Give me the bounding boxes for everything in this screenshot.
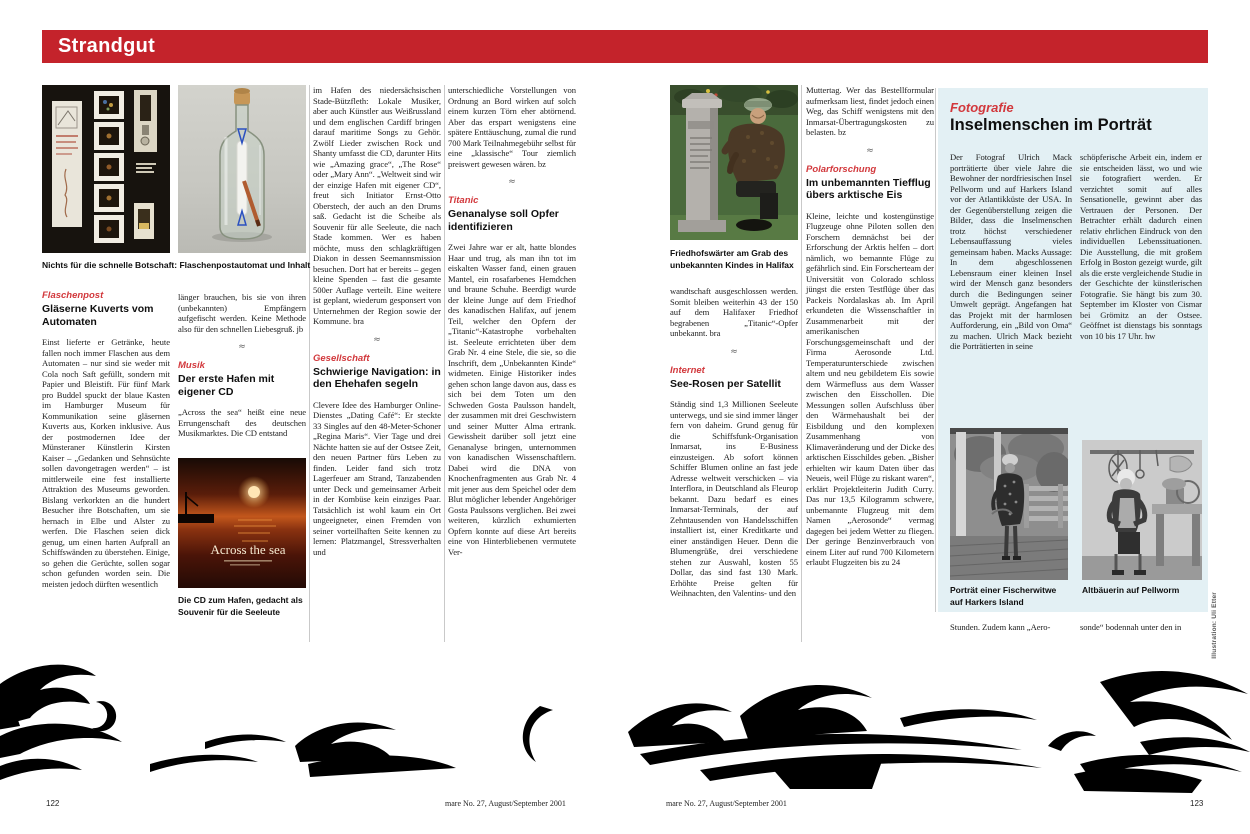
- cd-caption: Die CD zum Hafen, gedacht als Souvenir für die Seeleute: [178, 595, 303, 617]
- headline-musik: Der erste Hafen mit eigener CD: [178, 373, 275, 398]
- fischerwitwe-photo: [950, 428, 1068, 580]
- halifax-caption: Friedhofswärter am Grab des unbekannten Kindes in Halifax: [670, 248, 794, 270]
- headline-titanic: Genanalyse soll Opfer identifizieren: [448, 208, 559, 233]
- body-internet: Ständig sind 1,3 Millionen Seeleute unterwegs, und sie sind immer länger fern von daheim. Grund genug für die Schiffsfunk-Organisation Inmarsat, ins E-Business einzusteigen. Ab sofort können Schiffer Blumen online an fast jede Adresse weltweit verschicken – via Interflora, in Deutschland als Fleurop bekannt. Dazu bedarf es eines Inmarsat-Terminals, der auf Zehntausenden von Handelsschiffen installiert ist, einer Kreditkarte und einer anständigen Heuer. Denn die Blumengrüße, drei verschiedene stehen zur Auswahl, kosten 55 Dollar, das sind fast 130 Mark. Erhöhte Preise gelten für Weihnachten, den Valentins- und den: [670, 399, 798, 598]
- flaschenpost-bottle-photo: [178, 85, 306, 253]
- kicker-flaschenpost: Flaschenpost: [42, 290, 104, 301]
- kicker-titanic: Titanic: [448, 195, 479, 206]
- cd-cover-photo: [178, 458, 306, 588]
- column-4: [448, 85, 576, 557]
- bottle-illustration: [178, 85, 306, 253]
- issue-line-right: mare No. 27, August/September 2001: [666, 799, 787, 808]
- cd-title-text: Across the sea: [210, 542, 286, 557]
- article-flaschenpost: [42, 290, 170, 589]
- halifax-grave-photo: [670, 85, 798, 240]
- page-number-left: 122: [46, 799, 60, 808]
- kicker-polarforschung: Polarforschung: [806, 163, 877, 175]
- fischerwitwe-illustration: [950, 428, 1068, 580]
- body-polarforschung: Kleine, leichte und kostengünstige Flugzeuge ohne Piloten sollen den Forschern demnächst bei der Erforschung der Arktis helfen – dort nämlich, wo bemannte Flüge zu gefährlich sind. Ein Forscherteam der Universität von Colorado schloss jüngst die ersten Testflüge über das Packeis Nordalaskas ab. Im April erkundeten die Wissenschaftler in Zusammenarbeit mit der amerikanischen Forschungsgemeinschaft und der Firma Aerosonde Ltd. Temperaturunterschiede zwischen altem und neu gebildetem Eis sowie dem Wärmefluss aus dem Wasser zwischen den Eisschollen. Die Messungen sollen Aufschluss über den Wärmehaushalt bei der Eisbildung und den komplexen Zusammenhang von Klimaveränderung und der Dicke des arktischen Eisschildes geben. „Bisher erhielten wir kaum Daten über das Neueis, weil Flüge zu riskant waren“, erklärt Projektleiterin Judith Curry. Das nur 13,5 Kilogramm schwere, unbemannte Flugzeug mit dem Namen „Aerosonde“ vermag dagegen bei jedem Wetter zu fliegen. Der geringe Benzinverbrauch von einem Liter auf rund 700 Kilometern erlaubt Flugzeiten bis zu 24: [806, 210, 934, 567]
- fotografie-feature-box: [938, 88, 1208, 612]
- ornament-divider: ≈: [508, 177, 516, 187]
- body-polar-cont-left: Stunden. Zudem kann „Aero-: [950, 622, 1051, 632]
- ornament-divider: ≈: [238, 342, 246, 352]
- body-fotografie-left: Der Fotograf Ulrich Mack porträtierte über viele Jahre die Bewohner der nordfriesischen Insel Pellworm und auf Harkers Island vor der Atlantikküste der USA. In der Gegenüberstellung zeigen die Bilder, dass die Inselmenschen trotz höchst verschiedener Lebensauffassung vieles gemeinsam haben. Macks Aussage: In dem abgeschlossenen Lebensraum einer kleinen Insel wird der Mensch ganz besonders durch die Bedingungen seiner Umwelt geprägt. Angefangen hat das Projekt mit der harmlosen Aufforderung, ein „Bild von Oma“ zu machen. Ulrich Mack bezieht die Porträtierten in seine: [950, 152, 1072, 351]
- body-gesellschaft-cont: unterschiedliche Vorstellungen von Ordnung an Bord wirken auf solch einem kurzen Törn eher abtörnend. Aber das erspart wenigstens eine spätere Enttäuschung, zumal die rund 700 Mark Teilnahmegebühr selbst für eine „klassische“ Tour ziemlich preiswert gewesen wären. bz: [448, 85, 576, 169]
- body-musik-cont: im Hafen des niedersächsischen Stade-Bützfleth: Lokale Musiker, aber auch Künstler aus Weißrussland und dem englischen Cardiff bringen darauf maritime Songs zu Gehör. Zwölf Lieder zwischen Rock und Shanty umfasst die CD, darunter Hits wie „Amazing grace“, „The Rose“ oder „Mary Ann“. „Weltweit sind wir der einzige Hafen mit eigener CD“, freut sich Initiator Ernst-Otto Oberstech, der auch an den Drums saß. Gedacht ist die Scheibe als Souvenir für alle Seeleute, die nach Stade kommen. Wer es haben möchte, muss den schlagkräftigen Diakon in dessen Seemannsmission besuchen. Dort hat er bereits – gegen kleine Spenden – fast die gesamte 500er Auflage verteilt. Eine weitere ist geplant, wiederum gesponsert von Unternehmen der Region sowie der Kommune. bra: [313, 85, 441, 326]
- altbaeuerin-illustration: [1082, 440, 1202, 580]
- altbaeuerin-photo: [1082, 440, 1202, 580]
- body-musik: „Across the sea“ heißt eine neue Errungenschaft des deutschen Musikmarktes. Die CD entstand: [178, 407, 306, 438]
- ornament-divider: ≈: [730, 346, 738, 357]
- body-polar-cont-right: sonde“ bodennah unter den in: [1080, 622, 1182, 632]
- headline-internet: See-Rosen per Satellit: [670, 377, 781, 390]
- wave-illustration: [0, 646, 1250, 796]
- kicker-musik: Musik: [178, 360, 205, 371]
- cd-cover-illustration: [178, 458, 306, 588]
- kicker-internet: Internet: [670, 364, 705, 376]
- body-gesellschaft: Clevere Idee des Hamburger Online-Dienstes „Dating Café“: Er steckte 33 Singles auf den 48-Meter-Schoner „Regina Maris“. Vier Tage und drei Nächte hatten sie auf der Ostsee Zeit, den neuen Partner fürs Leben zu finden. Leider fand sich trotz Lagerfeuer am Strand, Tanzabenden unter Deck und gemeinsamer Arbeit in der Kombüse kein einziges Paar. Tatsächlich ist wohl kaum ein Ort ungeeigneter, einen Fremden von seiner vorteilhaften Seite kennen zu lernen: Platzmangel, Stressverhalten und: [313, 399, 441, 557]
- wave-woodcut-icon: [0, 646, 1250, 796]
- automat-caption: Nichts für die schnelle Botschaft: Flaschenpostautomat und Inhalt: [42, 260, 311, 270]
- body-fotografie-right: schöpferische Arbeit ein, indem er sie entscheiden lässt, wo und wie sie fotografiert werden. Er verzichtet somit auf alles Sensationelle, gewinnt aber das Vertrauen der Personen. Der Betrachter erhält dadurch einen relativ ehrlichen Eindruck von den individuellen Lebenssituationen. Die Ausstellung, die mit großem Erfolg in Boston gezeigt wurde, gilt als die erste vergleichende Studie in der Geschichte der künstlerischen Fotografie. Sie hängt bis zum 30. September im Kloster von Cismar bei Grömitz an der Ostsee. Geöffnet ist dienstags bis sonntags von 10 bis 17 Uhr. hw: [1080, 152, 1202, 341]
- kicker-gesellschaft: Gesellschaft: [313, 352, 370, 364]
- flaschenpost-automat-illustration: [42, 85, 170, 253]
- column-rule: [801, 85, 802, 642]
- body-internet-cont: Muttertag. Wer das Bestellformular aufmerksam liest, findet jedoch einen Weg, das Schiff wenigstens mit den Inmarsat-Übertragungskosten zu belasten. bz: [806, 85, 934, 137]
- column-2: [178, 292, 306, 439]
- section-header-bar: [42, 30, 1208, 63]
- headline-flaschenpost: Gläserne Kuverts vom Automaten: [42, 303, 154, 328]
- ornament-divider: ≈: [866, 145, 874, 156]
- kicker-fotografie: Fotografie: [950, 100, 1014, 115]
- headline-fotografie: Inselmenschen im Porträt: [950, 116, 1152, 134]
- headline-gesellschaft: Schwierige Navigation: in den Ehehafen segeln: [313, 365, 441, 390]
- flaschenpost-automat-photo: [42, 85, 170, 253]
- headline-polarforschung: Im unbemannten Tiefflug übers arktische Eis: [806, 176, 931, 201]
- body-titanic-cont: wandtschaft ausgeschlossen werden. Somit bleiben weiterhin 43 der 150 auf dem Halifaxer Friedhof begrabenen „Titanic“-Opfer unbekannt. bra: [670, 286, 798, 338]
- illustration-credit: Illustration: Uli Etter: [1211, 592, 1218, 659]
- page-number-right: 123: [1190, 799, 1204, 808]
- column-5: [670, 286, 798, 599]
- ornament-divider: ≈: [373, 334, 381, 345]
- column-rule: [444, 85, 445, 642]
- column-3: [313, 85, 441, 557]
- column-6: [806, 85, 934, 568]
- fischerwitwe-caption: Porträt einer Fischerwitwe auf Harkers Island: [950, 585, 1057, 607]
- column-rule: [309, 85, 310, 642]
- issue-line-left: mare No. 27, August/September 2001: [445, 799, 566, 808]
- altbaeuerin-caption: Altbäuerin auf Pellworm: [1082, 585, 1180, 595]
- halifax-grave-illustration: [670, 85, 798, 240]
- column-rule: [935, 88, 936, 612]
- body-flaschenpost: Einst lieferte er Getränke, heute fallen noch immer Flaschen aus dem Automaten – nur sind sie weder mit Cola noch Saft gefüllt, sondern mit Papier und Bleistift. Für fünf Mark pro Buddel spuckt der blaue Kasten im Hamburger Museum für Kommunikation seine gläsernen Kuverts aus, Korken inklusive. Aus der postmodernen Idee der Münsteraner Künstlerin Kirsten Kaiser – „Gedanken und Sehnsüchte sollen davongetragen werden“ – ist mittlerweile eine fest installierte Attraktion des Museums geworden. Bislang verkorkten an die hundert Besucher ihre Botschaften, um sie hernach in Elbe und Alster zu werfen. Die Flaschen seien dick genug, um einen harten Aufprall an Schiffswänden zu überstehen. Einige, so gehen die Gerüchte, sollen sogar schon gefunden worden sein. Die meisten jedoch dürften wesentlich: [42, 337, 170, 589]
- body-titanic: Zwei Jahre war er alt, hatte blondes Haar und trug, als man ihn tot im eiskalten Wasser fand, einen grauen Mantel, ein rosafarbenes Hemdchen und braune Schuhe. Beerdigt wurde der kleine Junge auf dem Friedhof des kanadischen Halifax, auf jenem Teil, welcher den Opfern der „Titanic“-Katastrophe vorbehalten ist. Seeleute errichteten über dem Grab Nr. 4 eine Stele, die sie, so die Inschrift, dem „Unbekannten Kinde“ widmeten. Einige Historiker indes gehen schon lange davon aus, dass es sich bei dem Toten um den Schweden Gosta Paulsson handelt, der zusammen mit drei Geschwistern und seiner Mutter Alma ertrank. Gewissheit darüber soll jetzt eine Genanalyse bringen, unternommen von kanadischen Wissenschaftlern. Dabei wird die DNA von Knochenfragmenten aus Grab Nr. 4 mit jener aus dem Speichel oder dem Blut möglicher lebender Angehöriger Gosta Paulssons verglichen. Bei zwei weiteren, kürzlich exhumierten Opfern konnte auf diese Art bereits eine von Hinterbliebenen vermutete Ver-: [448, 242, 576, 557]
- body-flaschenpost-cont: länger brauchen, bis sie von ihren (unbekannten) Empfängern aufgefischt werden. Keine Methode also für den schnellen Liebesgruß. jb: [178, 292, 306, 334]
- section-title: Strandgut: [58, 35, 156, 57]
